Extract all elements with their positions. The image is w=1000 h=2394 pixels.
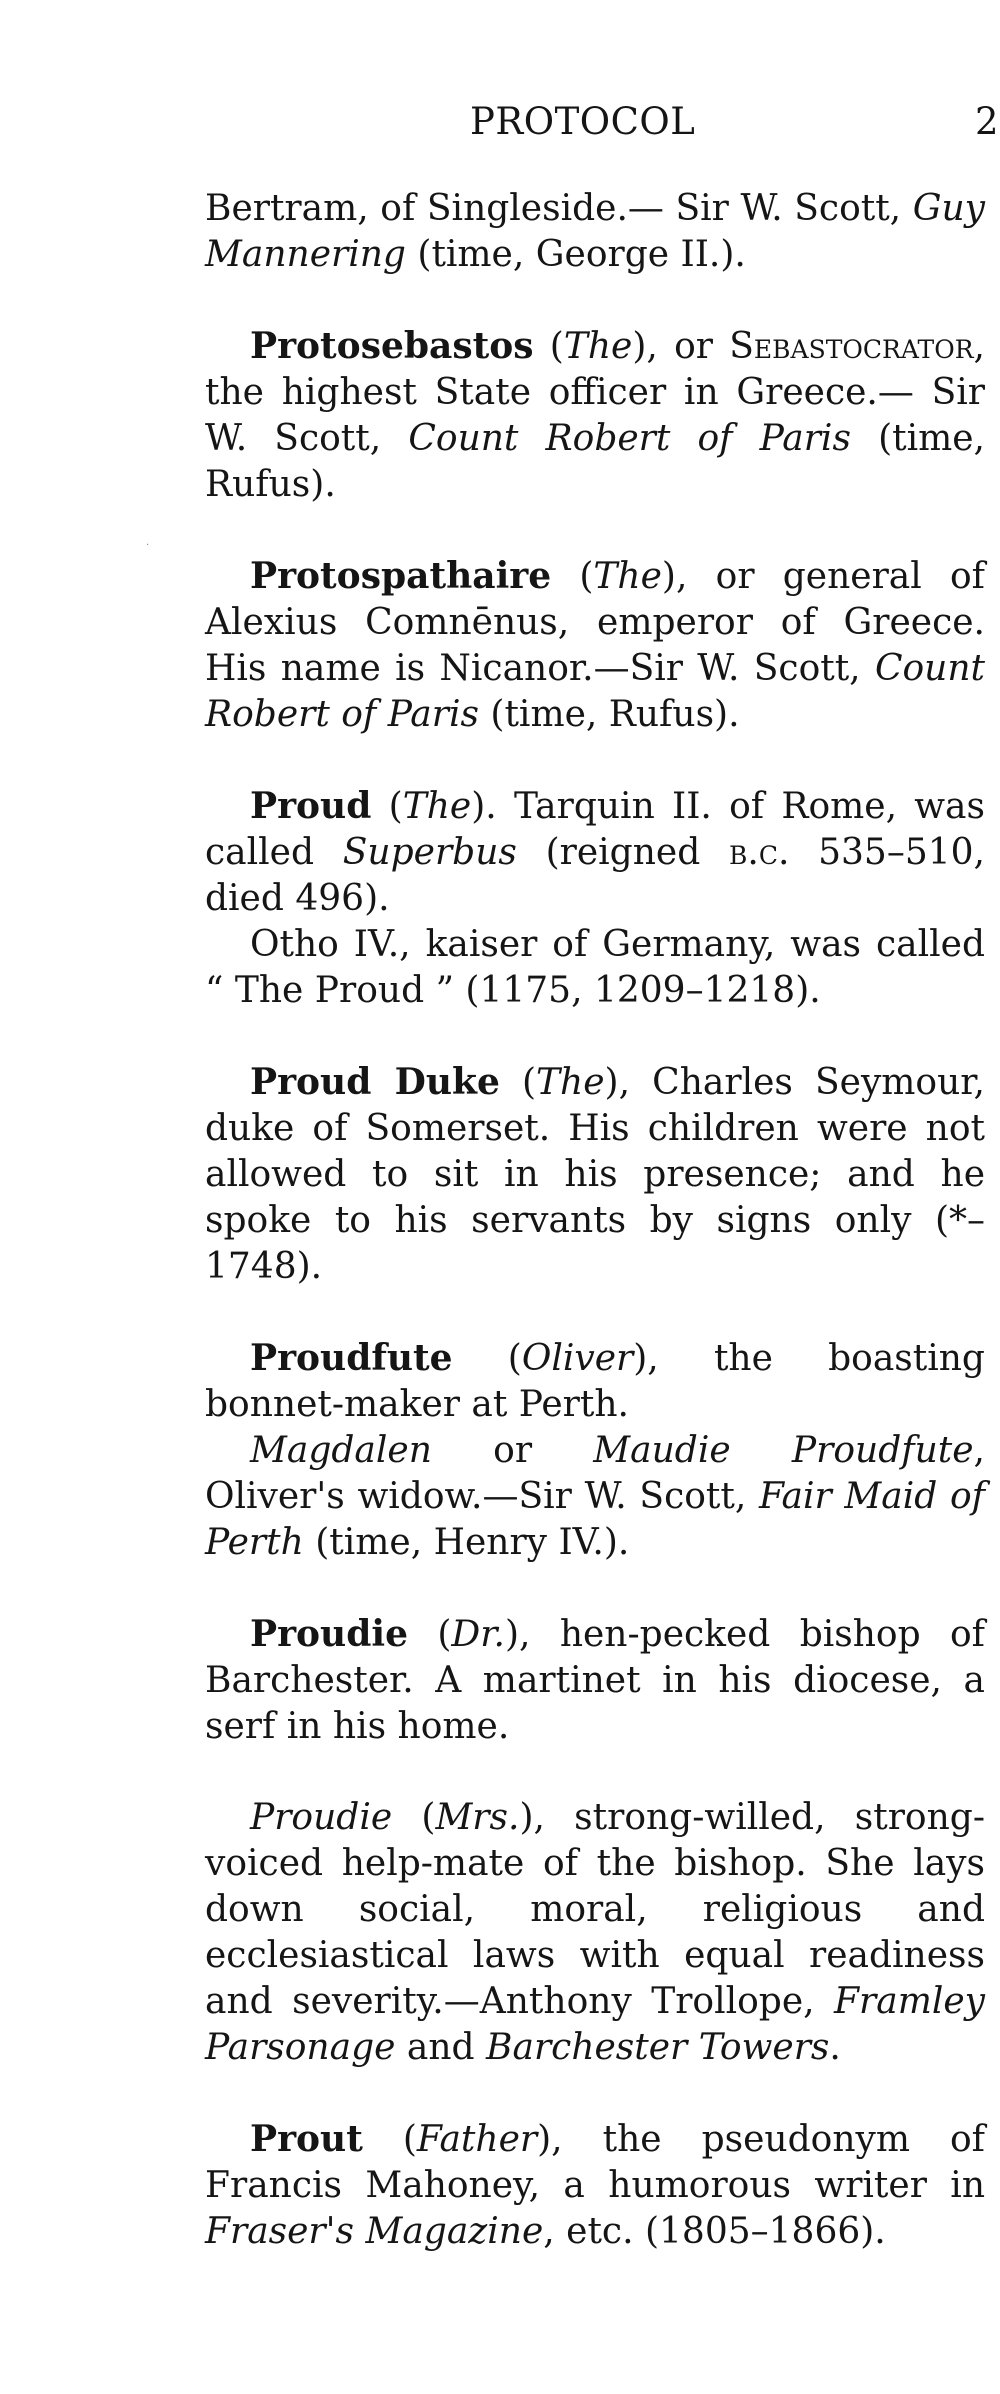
headword-qualifier: Oliver bbox=[521, 1338, 634, 1379]
work-title: Count Robert of Paris bbox=[408, 418, 851, 459]
entry-text: hen-pecked bishop of Barchester. A martinet in his diocese, a serf in his home. bbox=[205, 1614, 985, 1747]
headword: Proud Duke bbox=[250, 1061, 500, 1103]
work-title: Fair Maid of Perth bbox=[205, 1476, 985, 1563]
punctuation: ), bbox=[604, 1062, 653, 1103]
headword-qualifier: Father bbox=[416, 2119, 538, 2160]
entry-text: or bbox=[431, 1430, 594, 1471]
character-name: Magdalen bbox=[250, 1430, 432, 1471]
entry-text: the boasting bonnet-maker at Perth. bbox=[205, 1338, 985, 1425]
entry-paragraph bbox=[205, 1611, 985, 1750]
dictionary-entries bbox=[205, 186, 985, 2300]
punctuation: ( bbox=[392, 1797, 436, 1838]
entry-text: , etc. (1805–1866). bbox=[543, 2211, 886, 2252]
entry-protospathaire bbox=[205, 553, 985, 738]
entry-paragraph-2 bbox=[205, 1428, 985, 1566]
entry-proudfute bbox=[205, 1335, 985, 1566]
punctuation: ( bbox=[533, 326, 564, 367]
entry-proud bbox=[205, 783, 985, 1014]
headword-qualifier: Dr. bbox=[451, 1614, 505, 1655]
entry-proudie-mrs bbox=[205, 1795, 985, 2071]
punctuation: ), bbox=[504, 1614, 560, 1655]
punctuation: ( bbox=[362, 2119, 417, 2160]
work-title: Guy Mannering bbox=[205, 188, 985, 275]
headword: Protospathaire bbox=[250, 555, 552, 597]
entry-text: 535–510, died 496). bbox=[205, 832, 985, 919]
headword-qualifier: The bbox=[593, 556, 662, 597]
punctuation: ), bbox=[661, 556, 716, 597]
punctuation: ). bbox=[471, 786, 514, 827]
headword: Proudfute bbox=[250, 1337, 453, 1379]
headword-qualifier: The bbox=[402, 786, 472, 827]
work-title: Fraser's Magazine bbox=[205, 2211, 544, 2252]
headword: Proudie bbox=[250, 1797, 393, 1838]
punctuation: ( bbox=[452, 1338, 522, 1379]
headword: Proud bbox=[250, 785, 372, 827]
punctuation: ), bbox=[537, 2119, 603, 2160]
entry-text: (time, Rufus). bbox=[478, 694, 740, 735]
entry-continuation bbox=[205, 186, 985, 278]
punctuation: ), or bbox=[632, 326, 730, 367]
punctuation: ), bbox=[633, 1338, 714, 1379]
punctuation: ), bbox=[519, 1797, 575, 1838]
entry-paragraph bbox=[205, 783, 985, 922]
small-caps-term: Sebastocrator bbox=[729, 326, 974, 367]
entry-text: strong-willed, strong-voiced help-mate of the bishop. She lays down social, moral, religious and ecclesiastical laws with equal readiness and severity.—Anthony Trollope, bbox=[205, 1797, 985, 2022]
entry-text: , Oliver's widow.—Sir W. Scott, bbox=[205, 1430, 985, 1517]
entry-proudie bbox=[205, 1611, 985, 1750]
entry-text: , the highest State officer in Greece.— Sir W. Scott, bbox=[205, 326, 985, 459]
punctuation: ( bbox=[371, 786, 403, 827]
small-caps-term: b.c. bbox=[729, 832, 790, 873]
entry-text: Tarquin II. of Rome, was called bbox=[205, 786, 985, 873]
entry-paragraph bbox=[205, 1795, 985, 2071]
punctuation: ( bbox=[407, 1614, 452, 1655]
punctuation: ( bbox=[551, 556, 594, 597]
character-name: Maudie Proudfute bbox=[593, 1430, 974, 1471]
entry-paragraph bbox=[205, 553, 985, 738]
entry-paragraph bbox=[205, 323, 985, 508]
page-number: 2 bbox=[975, 100, 999, 143]
entry-paragraph bbox=[205, 186, 985, 278]
punctuation: ( bbox=[499, 1062, 537, 1103]
entry-text: Bertram, of Singleside.— Sir W. Scott, bbox=[205, 188, 913, 229]
running-head: PROTOCOL bbox=[470, 100, 696, 143]
entry-text: (time, George II.). bbox=[405, 234, 746, 275]
stray-mark: · bbox=[146, 540, 150, 551]
entry-text: or general of Alexius Comnēnus, emperor of Greece. His name is Nicanor.—Sir W. Scott, bbox=[205, 556, 985, 689]
work-title: Framley Parsonage bbox=[205, 1981, 985, 2068]
entry-text: (time, Rufus). bbox=[205, 418, 985, 505]
latin-term: Superbus bbox=[342, 832, 517, 873]
entry-proud-duke bbox=[205, 1059, 985, 1290]
headword-qualifier: The bbox=[563, 326, 633, 367]
work-title: Barchester Towers bbox=[486, 2027, 830, 2068]
entry-paragraph bbox=[205, 1335, 985, 1428]
entry-text: Charles Seymour, duke of Somerset. His children were not allowed to sit in his presence; and he spoke to his servants by signs only (*–1748). bbox=[205, 1062, 985, 1287]
entry-prout bbox=[205, 2116, 985, 2255]
entry-protosebastos bbox=[205, 323, 985, 508]
headword: Protosebastos bbox=[250, 325, 534, 367]
entry-text: and bbox=[395, 2027, 487, 2068]
entry-text: (time, Henry IV.). bbox=[303, 1522, 630, 1563]
headword-qualifier: Mrs. bbox=[435, 1797, 520, 1838]
headword: Proudie bbox=[250, 1613, 408, 1655]
headword: Prout bbox=[250, 2118, 363, 2160]
entry-text: the pseudonym of Francis Mahoney, a humorous writer in bbox=[205, 2119, 985, 2206]
entry-paragraph bbox=[205, 2116, 985, 2255]
entry-text: . bbox=[829, 2027, 841, 2068]
entry-paragraph bbox=[205, 1059, 985, 1290]
entry-text: (reigned bbox=[516, 832, 729, 873]
entry-paragraph-2: Otho IV., kaiser of Germany, was called “ The Proud ” (1175, 1209–1218). bbox=[205, 924, 985, 1011]
work-title: Count Robert of Paris bbox=[205, 648, 985, 735]
headword-qualifier: The bbox=[536, 1062, 605, 1103]
